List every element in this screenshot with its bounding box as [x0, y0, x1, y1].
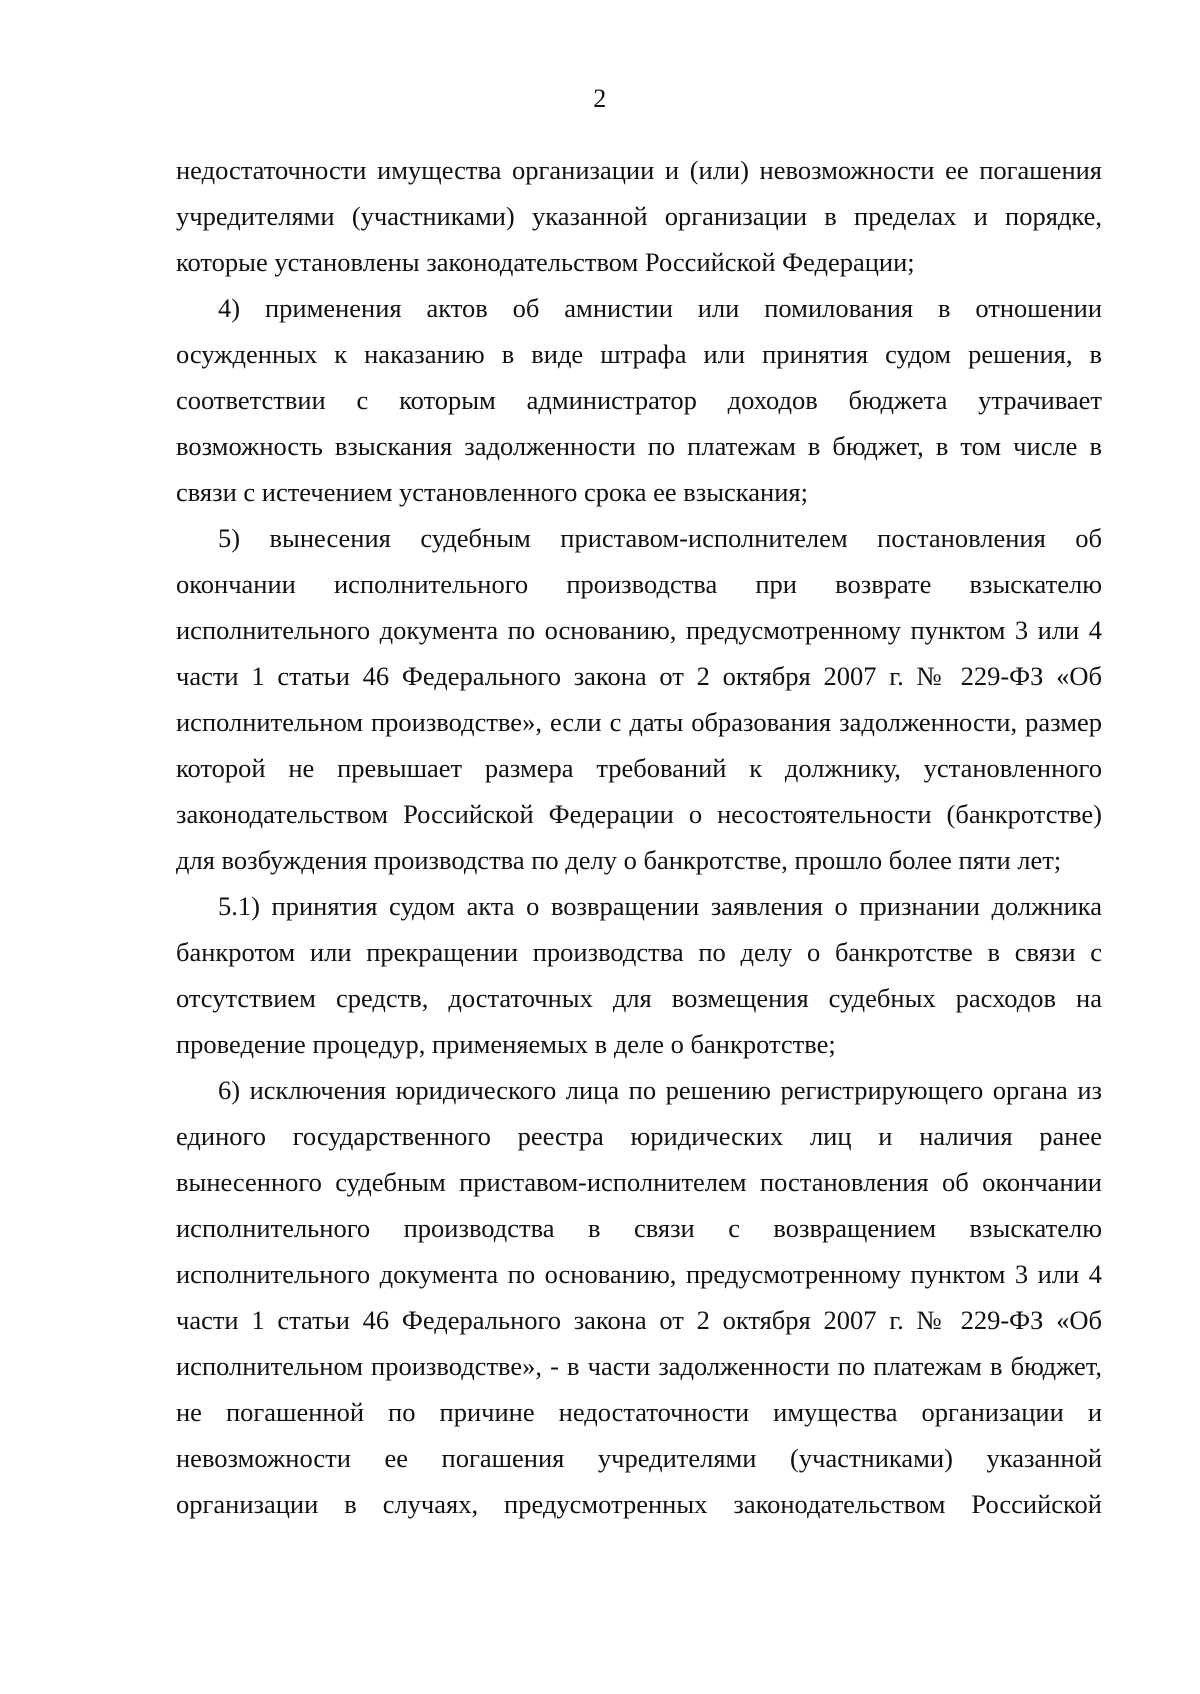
- text-line: осужденных к наказанию в виде штрафа или принятия судом решения, в: [176, 339, 1102, 369]
- text-line: исполнительном производстве», - в части задолженности по платежам в бюджет,: [176, 1351, 1102, 1381]
- text-line: соответствии с которым администратор доходов бюджета утрачивает: [176, 385, 1102, 415]
- text-line: исполнительном производстве», если с даты образования задолженности, размер: [176, 707, 1102, 737]
- text-line: части 1 статьи 46 Федерального закона от 2 октября 2007 г. № 229-ФЗ «Об: [176, 1305, 1102, 1335]
- text-line: отсутствием средств, достаточных для возмещения судебных расходов на: [176, 983, 1102, 1013]
- text-line: единого государственного реестра юридических лиц и наличия ранее: [176, 1121, 1102, 1151]
- paragraph-5-first-line: 5) вынесения судебным приставом-исполнителем постановления об: [218, 523, 1102, 553]
- text-line: окончании исполнительного производства при возврате взыскателю: [176, 569, 1102, 599]
- text-line: законодательством Российской Федерации о несостоятельности (банкротстве): [176, 799, 1102, 829]
- text-line: для возбуждения производства по делу о банкротстве, прошло более пяти лет;: [176, 845, 1062, 875]
- text-line: которой не превышает размера требований к должнику, установленного: [176, 753, 1102, 783]
- text-line: связи с истечением установленного срока ее взыскания;: [176, 477, 808, 507]
- document-body: [176, 147, 1102, 1527]
- text-line: организации в случаях, предусмотренных законодательством Российской: [176, 1489, 1102, 1519]
- paragraph-6-first-line: 6) исключения юридического лица по решению регистрирующего органа из: [218, 1075, 1102, 1105]
- text-line: исполнительного документа по основанию, предусмотренному пунктом 3 или 4: [176, 1259, 1102, 1289]
- text-line: исполнительного документа по основанию, предусмотренному пунктом 3 или 4: [176, 615, 1102, 645]
- text-line: возможность взыскания задолженности по платежам в бюджет, в том числе в: [176, 431, 1102, 461]
- text-line: банкротом или прекращении производства по делу о банкротстве в связи с: [176, 937, 1102, 967]
- text-line: части 1 статьи 46 Федерального закона от 2 октября 2007 г. № 229-ФЗ «Об: [176, 661, 1102, 691]
- paragraph-4-first-line: 4) применения актов об амнистии или помилования в отношении: [218, 293, 1102, 323]
- text-line: проведение процедур, применяемых в деле о банкротстве;: [176, 1029, 836, 1059]
- page-number: 2: [593, 84, 607, 113]
- text-line: недостаточности имущества организации и (или) невозможности ее погашения: [176, 155, 1102, 185]
- paragraph-5-1-first-line: 5.1) принятия судом акта о возвращении заявления о признании должника: [218, 891, 1102, 921]
- text-line: исполнительного производства в связи с возвращением взыскателю: [176, 1213, 1102, 1243]
- text-line: которые установлены законодательством Российской Федерации;: [176, 247, 915, 277]
- text-line: учредителями (участниками) указанной организации в пределах и порядке,: [176, 201, 1102, 231]
- text-line: не погашенной по причине недостаточности имущества организации и: [176, 1397, 1102, 1427]
- text-line: невозможности ее погашения учредителями (участниками) указанной: [176, 1443, 1102, 1473]
- text-line: вынесенного судебным приставом-исполнителем постановления об окончании: [176, 1167, 1102, 1197]
